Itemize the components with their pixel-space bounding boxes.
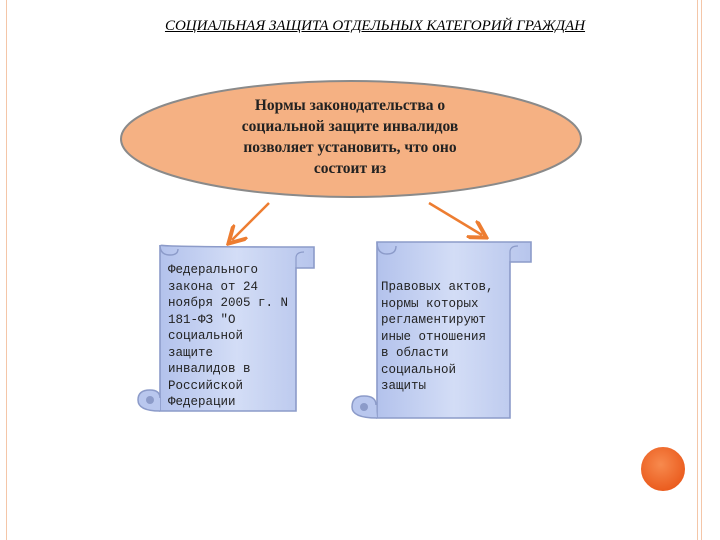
scroll-line: 181-ФЗ "О bbox=[168, 312, 236, 327]
scroll-left-text bbox=[168, 262, 293, 411]
scroll-line: нормы которых bbox=[381, 296, 479, 311]
scroll-line: социальной bbox=[168, 329, 244, 343]
scroll-line: иные отношения bbox=[381, 329, 487, 344]
decor-circle-icon bbox=[640, 446, 686, 492]
oval-line: позволяет установить, что оно bbox=[243, 139, 457, 156]
scroll-right-text bbox=[381, 279, 506, 395]
scroll-line: инвалидов в bbox=[168, 362, 251, 376]
oval-text bbox=[215, 95, 485, 179]
arrow-right bbox=[429, 203, 482, 235]
slide-title: СОЦИАЛЬНАЯ ЗАЩИТА ОТДЕЛЬНЫХ КАТЕГОРИЙ ГРАЖДАН bbox=[164, 18, 586, 34]
oval-line: социальной защите инвалидов bbox=[241, 118, 459, 135]
scroll-line: социальной bbox=[381, 362, 457, 377]
scroll-line: Федерального bbox=[168, 263, 259, 277]
scroll-line: Федерации bbox=[168, 395, 236, 409]
arrow-left bbox=[232, 203, 269, 240]
scroll-line: Российской bbox=[168, 378, 244, 393]
oval-line: состоит из bbox=[313, 160, 387, 177]
scroll-line: защиты bbox=[381, 379, 427, 393]
scroll-line: защите bbox=[168, 345, 214, 360]
oval-line: Нормы законодательства о bbox=[254, 97, 446, 114]
scroll-line: ноября 2005 г. N bbox=[168, 296, 289, 310]
scroll-line: Правовых актов, bbox=[381, 280, 494, 294]
scroll-line: регламентируют bbox=[381, 313, 487, 327]
scroll-line: закона от 24 bbox=[168, 279, 259, 294]
scroll-line: в области bbox=[381, 346, 449, 360]
